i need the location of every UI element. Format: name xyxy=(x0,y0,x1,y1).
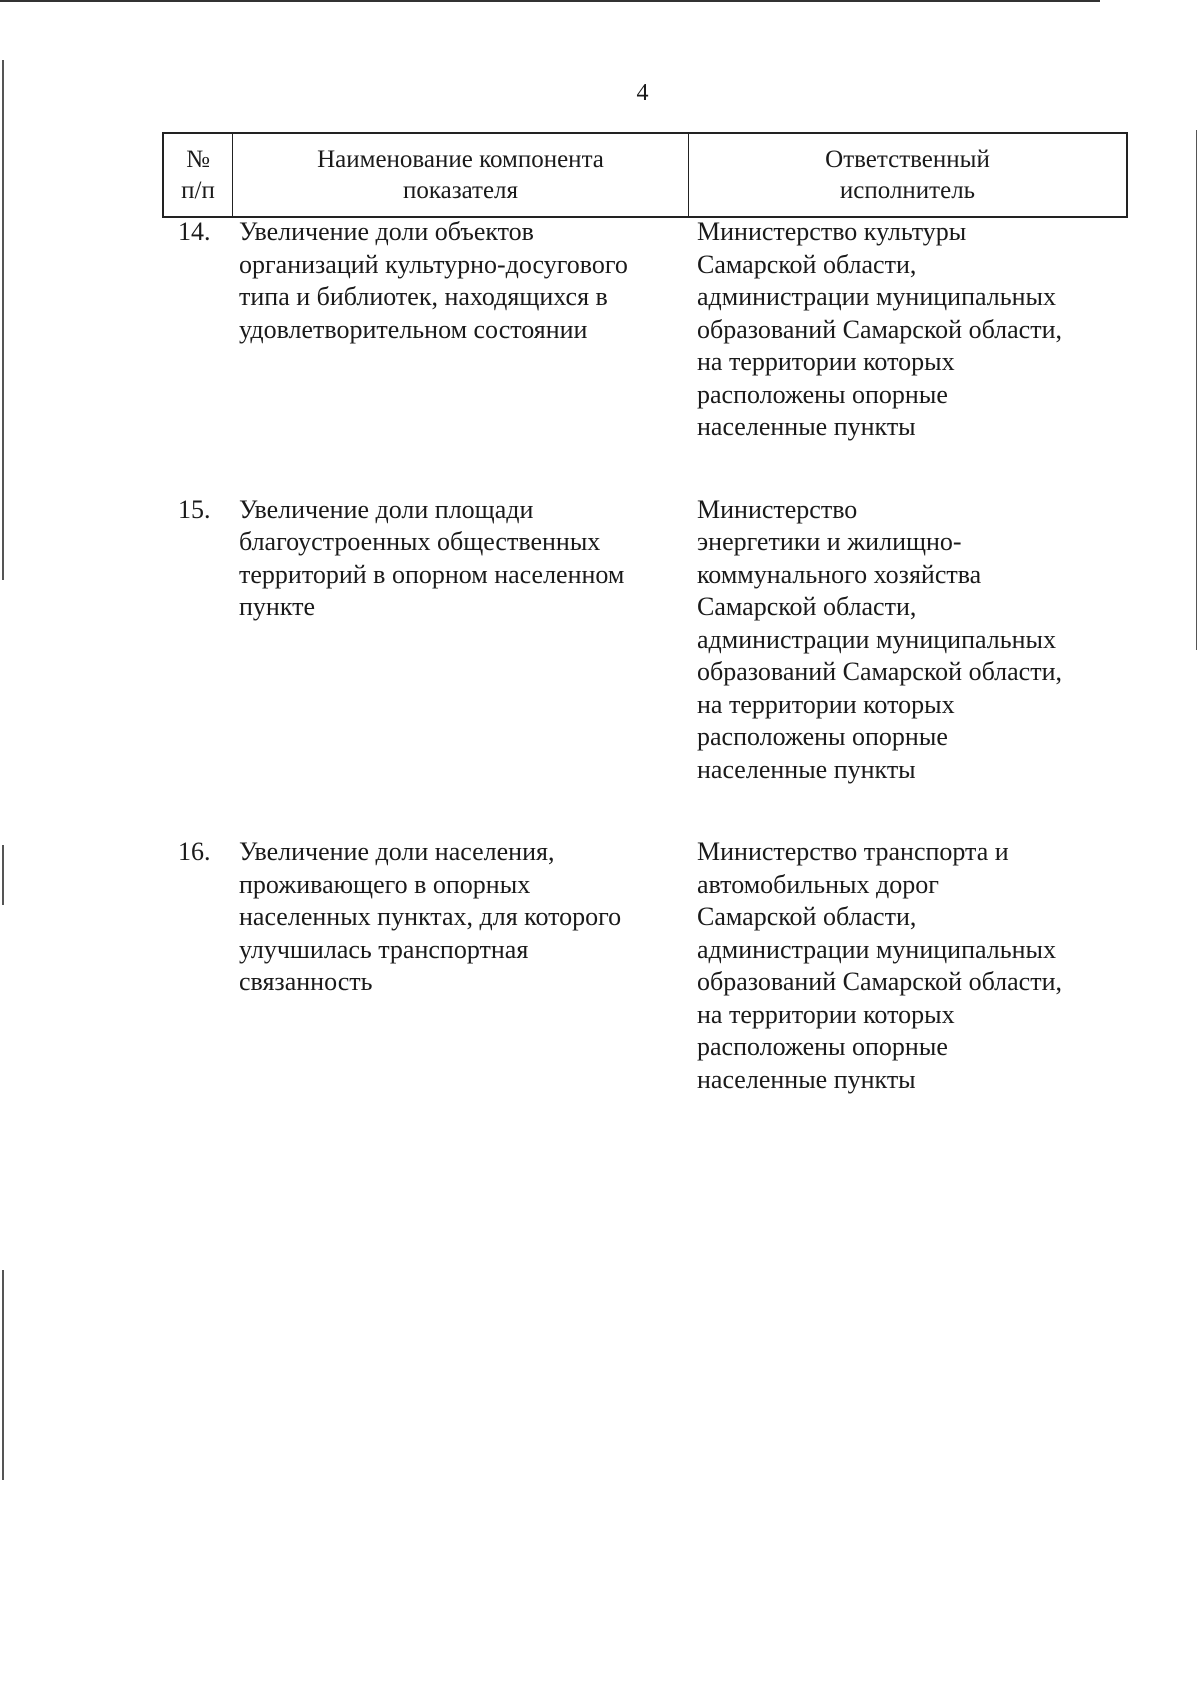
indicator-name xyxy=(231,836,687,1096)
indicator-name-line: Увеличение доли объектов xyxy=(239,217,534,246)
responsible-executor-line: администрации муниципальных xyxy=(697,282,1056,311)
responsible-executor-line: образований Самарской области, xyxy=(697,657,1062,686)
indicator-name-line: удовлетворительном состоянии xyxy=(239,314,588,344)
header-text: п/п xyxy=(181,177,215,204)
header-text: Ответственный xyxy=(825,146,990,173)
responsible-executor-line: Министерство xyxy=(697,494,858,524)
row-number: 15. xyxy=(178,494,211,524)
responsible-executor-line: Самарской области, xyxy=(697,249,917,279)
responsible-executor-line: администрации муниципальных xyxy=(697,624,1056,654)
indicator-name-line: связанность xyxy=(239,967,373,996)
responsible-executor-line: населенные пункты xyxy=(697,1064,916,1094)
header-cell-responsible xyxy=(689,134,1126,216)
indicator-name xyxy=(231,494,687,787)
responsible-executor-line: образований Самарской области, xyxy=(697,314,1062,344)
responsible-executor-line: населенные пункты xyxy=(697,754,916,784)
responsible-executor-line: на территории которых xyxy=(697,999,955,1029)
responsible-executor-line: Министерство культуры xyxy=(697,217,967,246)
indicator-name-line: пункте xyxy=(239,592,316,621)
responsible-executor-line: на территории которых xyxy=(697,347,955,376)
row-number: 14. xyxy=(178,217,211,246)
responsible-executor-line: населенные пункты xyxy=(697,412,916,441)
responsible-executor-line: автомобильных дорог xyxy=(697,869,939,899)
table-header xyxy=(162,132,1128,218)
header-cell-name xyxy=(233,134,689,216)
responsible-executor-line: Самарской области, xyxy=(697,592,917,621)
table-row xyxy=(162,836,1128,1096)
header-text: показателя xyxy=(402,177,519,204)
page-number: 4 xyxy=(636,80,649,106)
scan-margin-mark xyxy=(2,845,4,905)
responsible-executor xyxy=(687,494,1128,787)
responsible-executor-line: Министерство транспорта и xyxy=(697,837,1009,866)
indicator-name xyxy=(231,216,687,444)
table-row xyxy=(162,216,1128,444)
responsible-executor-line: Самарской области, xyxy=(697,902,917,931)
indicator-name-line: улучшилась транспортная xyxy=(239,934,529,964)
scan-top-edge xyxy=(0,0,1100,2)
indicator-name-line: Увеличение доли населения, xyxy=(239,837,555,866)
scan-margin-mark xyxy=(2,1270,4,1480)
responsible-executor-line: на территории которых xyxy=(697,689,955,719)
indicator-name-line: благоустроенных общественных xyxy=(239,527,601,556)
responsible-executor-line: образований Самарской области, xyxy=(697,967,1062,996)
table-row xyxy=(162,494,1128,787)
indicator-name-line: Увеличение доли площади xyxy=(239,494,534,524)
responsible-executor-line: расположены опорные xyxy=(697,722,948,751)
header-text: исполнитель xyxy=(839,177,976,204)
responsible-executor xyxy=(687,216,1128,444)
responsible-executor-line: расположены опорные xyxy=(697,379,948,409)
indicator-name-line: территорий в опорном населенном xyxy=(239,559,625,589)
indicator-name-line: проживающего в опорных xyxy=(239,869,531,899)
row-number: 16. xyxy=(178,837,211,866)
indicator-name-line: типа и библиотек, находящихся в xyxy=(239,282,608,311)
scan-margin-mark xyxy=(1196,130,1197,650)
responsible-executor-line: коммунального хозяйства xyxy=(697,559,982,589)
responsible-executor-line: энергетики и жилищно- xyxy=(697,527,962,556)
responsible-executor-line: расположены опорные xyxy=(697,1032,948,1061)
scan-margin-mark xyxy=(2,60,4,580)
header-text: № xyxy=(186,146,210,173)
indicator-name-line: населенных пунктах, для которого xyxy=(239,902,622,931)
header-text: Наименование компонента xyxy=(317,146,604,173)
indicator-name-line: организаций культурно-досугового xyxy=(239,249,628,279)
responsible-executor-line: администрации муниципальных xyxy=(697,934,1056,964)
header-cell-number xyxy=(164,134,233,216)
table-body xyxy=(162,216,1128,1146)
responsible-executor xyxy=(687,836,1128,1096)
